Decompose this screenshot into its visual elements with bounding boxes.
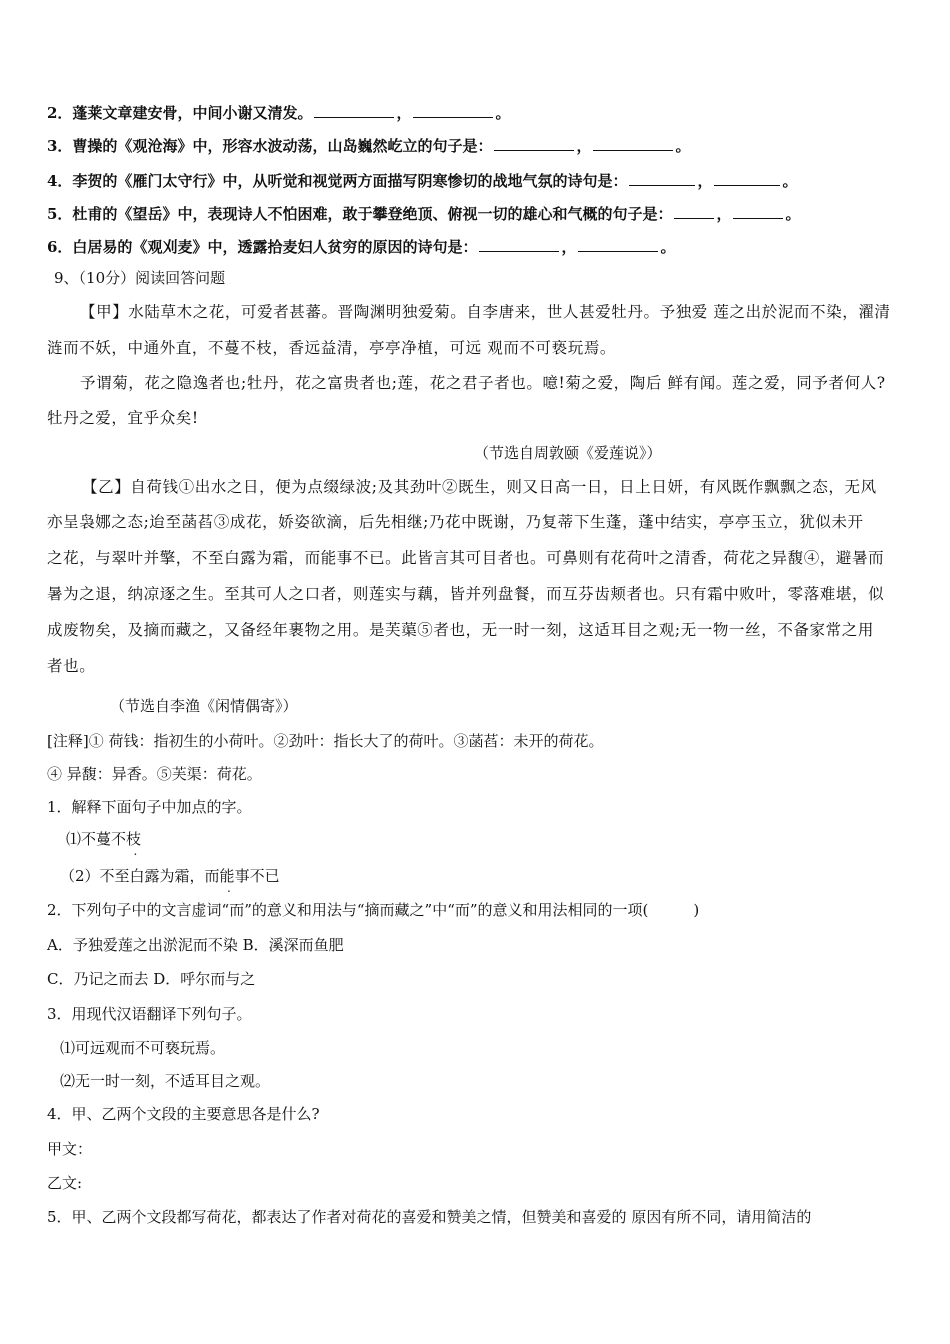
poetry-q3-text: 3．曹操的《观沧海》中，形容水波动荡，山岛巍然屹立的句子是： [47,137,493,155]
jia-line: 牡丹之爱，宜乎众矣! [47,409,199,427]
answer-blank[interactable] [674,204,714,219]
question-1-item-1 [66,829,141,849]
jia-line: 涟而不妖，中通外直，不蔓不枝，香远益清，亭亭净植，可远 观而不可亵玩焉。 [47,339,617,357]
jia-source: （节选自周敦颐《爱莲说》） [474,444,662,462]
period: 。 [660,238,676,256]
yi-line: 成废物矣，及摘而藏之，又备经年裹物之用。是芙蕖⑤者也，无一时一刻，这适耳目之观;无一物一丝，不备家常之用 [47,621,874,639]
poetry-q2 [47,103,510,123]
comma: ， [576,137,592,155]
answer-blank[interactable] [578,237,658,252]
answer-blank[interactable] [714,171,780,186]
poetry-q2-text: 2．蓬莱文章建安骨，中间小谢又清发。 [47,104,313,122]
yi-line: 【乙】自荷钱①出水之日，便为点缀绿波;及其劲叶②既生，则又日高一日，日上日妍，有风既作飘飘之态，无风 [82,478,877,496]
answer-blank[interactable] [593,136,673,151]
annotation-line: [注释]① 荷钱：指初生的小荷叶。②劲叶：指长大了的荷叶。③菡萏：未开的荷花。 [47,732,604,750]
dotted-char: 枝 [126,830,142,848]
jia-line: 【甲】水陆草木之花，可爱者甚蕃。晋陶渊明独爱菊。自李唐来，世人甚爱牡丹。予独爱 莲之出於泥而不染，濯清 [80,303,891,321]
period: 。 [495,104,511,122]
question-1-prompt: 1．解释下面句子中加点的字。 [47,798,252,816]
answer-blank[interactable] [413,103,493,118]
poetry-q5 [47,204,800,224]
yi-line: 暑为之退，纳凉逐之生。至其可人之口者，则莲实与藕，皆并列盘餐，而互芬齿颊者也。只有霜中败叶，零落难堪，似 [47,585,885,603]
question-2-options-cd[interactable]: C．乃记之而去 D．呼尔而与之 [47,970,256,988]
poetry-q6 [47,237,675,257]
answer-blank[interactable] [494,136,574,151]
period: 。 [675,137,691,155]
answer-blank[interactable] [629,171,695,186]
dotted-char: 能 [219,867,235,885]
poetry-q4-text: 4．李贺的《雁门太守行》中，从听觉和视觉两方面描写阴寒惨切的战地气氛的诗句是： [47,172,628,190]
comma: ， [396,104,412,122]
question-5-prompt: 5．甲、乙两个文段都写荷花，都表达了作者对荷花的喜爱和赞美之情，但赞美和喜爱的 原因有所不同，请用简洁的 [47,1208,812,1226]
question-4-prompt: 4．甲、乙两个文段的主要意思各是什么? [47,1105,320,1123]
comma: ， [697,172,713,190]
answer-blank[interactable] [733,204,783,219]
annotation-line: ④ 异馥：异香。⑤芙渠：荷花。 [47,765,262,783]
period: 。 [785,205,801,223]
yi-source: （节选自李渔《闲情偶寄》） [110,697,298,715]
question-4-yi-label: 乙文: [47,1174,83,1192]
question-4-jia-label: 甲文： [47,1140,93,1158]
poetry-q6-text: 6．白居易的《观刈麦》中，透露拾麦妇人贫穷的原因的诗句是： [47,238,478,256]
period: 。 [782,172,798,190]
poetry-q4 [47,171,797,191]
question-2-options-ab[interactable]: A．予独爱莲之出淤泥而不染 B．溪深而鱼肥 [47,936,344,954]
item-text: （2）不至白露为霜，而 [60,867,220,885]
item-text: 事不已 [234,867,280,885]
jia-line: 予谓菊，花之隐逸者也;牡丹，花之富贵者也;莲，花之君子者也。噫!菊之爱，陶后 鲜有闻。莲之爱，同予者何人? [80,374,886,392]
question-3-prompt: 3．用现代汉语翻译下列句子。 [47,1005,252,1023]
yi-line: 者也。 [47,657,96,675]
question-2-prompt: 2．下列句子中的文言虚词“而”的意义和用法与“摘而藏之”中“而”的意义和用法相同的一项( ) [47,901,700,919]
comma: ， [561,238,577,256]
section-heading: 9、（10分）阅读回答问题 [54,269,226,287]
question-3-item-1: ⑴可远观而不可亵玩焉。 [60,1039,226,1057]
question-1-item-2 [60,866,280,886]
comma: ， [716,205,732,223]
answer-blank[interactable] [314,103,394,118]
yi-line: 之花，与翠叶并擎，不至白露为霜，而能事不已。此皆言其可目者也。可鼻则有花荷叶之清香，荷花之异馥④，避暑而 [47,549,885,567]
poetry-q5-text: 5．杜甫的《望岳》中，表现诗人不怕困难，敢于攀登绝顶、俯视一切的雄心和气概的句子是： [47,205,673,223]
poetry-q3 [47,136,690,156]
question-3-item-2: ⑵无一时一刻，不适耳目之观。 [60,1072,271,1090]
item-text: ⑴不蔓不 [66,830,127,848]
yi-line: 亦呈袅娜之态;迨至菡萏③成花，娇姿欲滴，后先相继;乃花中既谢，乃复蒂下生蓬，蓬中结实，亭亭玉立，犹似未开 [47,513,864,531]
answer-blank[interactable] [479,237,559,252]
